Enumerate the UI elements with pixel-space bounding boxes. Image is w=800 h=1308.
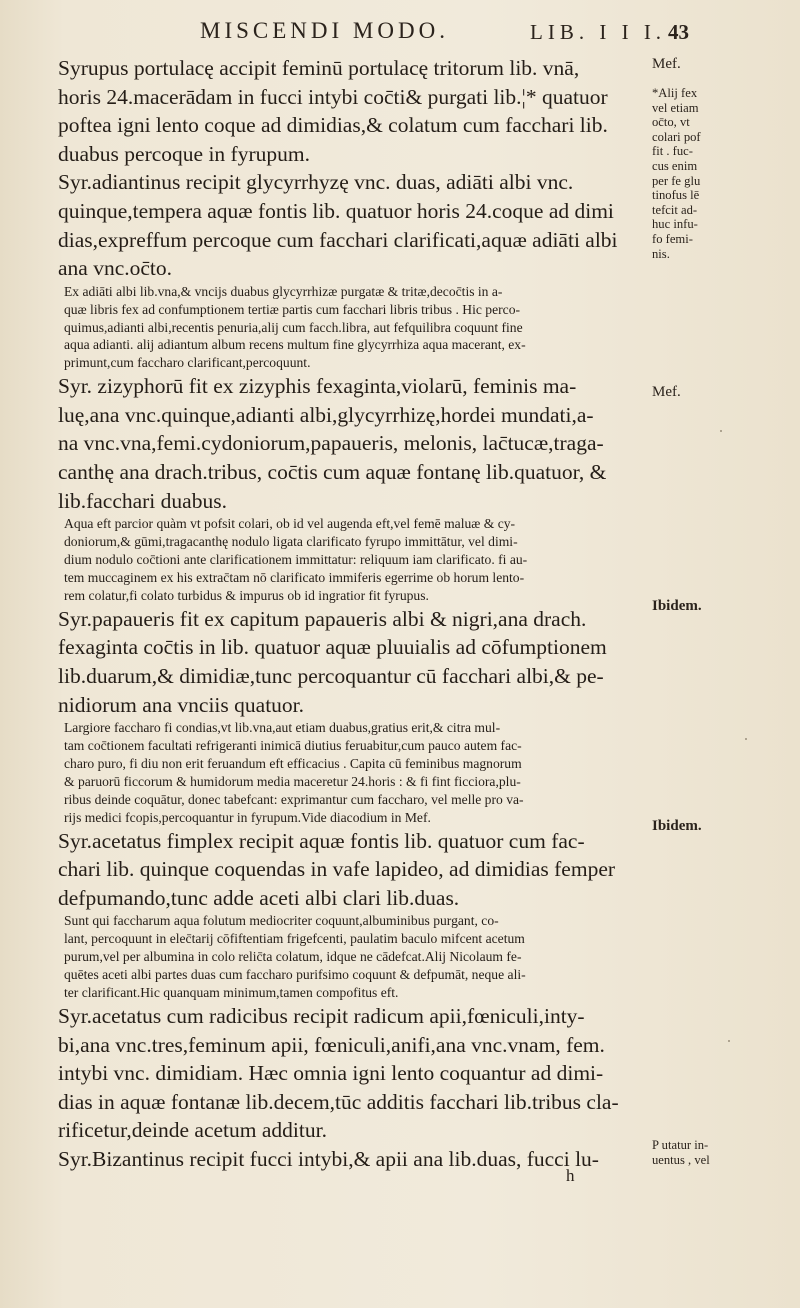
paper-speck bbox=[745, 738, 747, 740]
margin-reference: Ibidem. bbox=[652, 598, 702, 614]
running-title: MISCENDI MODO. bbox=[200, 18, 449, 43]
paper-speck bbox=[720, 430, 722, 432]
recipe-paragraph: Syr.acetatus fimplex recipit aquæ fontis lib. quatuor cum fac- chari lib. quinque coquendas in vafe lapideo, ad dimidias femper defpumando,tunc adde aceti albi clari lib.duas. bbox=[58, 828, 616, 910]
recipe-paragraph: Syr.Bizantinus recipit fucci intybi,& apii ana lib.duas, fucci lu- bbox=[58, 1146, 599, 1171]
margin-reference: Ibidem. bbox=[652, 818, 702, 834]
commentary-paragraph: Sunt qui faccharum aqua folutum mediocriter coquunt,albuminibus purgant, co- lant, percoquunt in elec̄tarij cōfiftentiam frigefcenti, paulatim baculo mifcent acetum purum,vel per albumina in colo relic̄ta colatum, idque ne cādefcat.Alij Nicolaum fe- quētes aceti albi partes duas cum faccharo purifsimo coquunt & defpumāt, neque ali- ter clarificant.Hic quanquam minimum,tamen compofitus eft. bbox=[64, 913, 526, 1000]
margin-reference: Mef. bbox=[652, 56, 681, 72]
margin-notes bbox=[652, 0, 756, 1308]
recipe-paragraph: Syr.papaueris fit ex capitum papaueris albi & nigri,ana drach. fexaginta coc̄tis in lib. quatuor aquæ pluuialis ad cōfumptionem lib.duarum,& dimidiæ,tunc percoquantur cū facchari albi,& pe- nidiorum ana vnciis quatuor. bbox=[58, 606, 607, 717]
margin-reference: Mef. bbox=[652, 384, 681, 400]
book-label: LIB. I I I. bbox=[530, 20, 667, 44]
recipe-paragraph: Syr.acetatus cum radicibus recipit radicum apii,fœniculi,inty- bi,ana vnc.tres,feminum apii, fœniculi,anifi,ana vnc.vnam, fem. intybi vnc. dimidiam. Hæc omnia igni lento coquantur ad dimi- dias in aquæ fontanæ lib.decem,tūc additis facchari lib.tribus cla- rificetur,deinde acetum additur. bbox=[58, 1003, 619, 1143]
margin-note: P utatur in- uentus , vel bbox=[652, 1138, 710, 1167]
commentary-paragraph: Ex adiāti albi lib.vna,& vncijs duabus glycyrrhizæ purgatæ & tritæ,decoc̄tis in a- quæ libris fex ad confumptionem tertiæ partis cum facchari libris tribus . Hic perco- quimus,adianti albi,recentis penuria,alij cum facch.libra, aut fefquilibra coquunt fine aqua adianti. alij adiantum album recens multum fine glycyrrhiza aqua macerant, ex- primunt,cum faccharo clarificant,percoquunt. bbox=[64, 283, 526, 371]
recipe-paragraph: Syr. zizyphorū fit ex zizyphis fexaginta,violarū, feminis ma- luę,ana vnc.quinque,adianti albi,glycyrrhizę,hordei mundati,a- na vnc.vna,femi.cydoniorum,papaueris, melonis, lac̄tucæ,traga- canthę ana drach.tribus, coc̄tis cum aquæ fontanę lib.quatuor, & lib.facchari duabus. bbox=[58, 374, 607, 513]
recipe-paragraph: Syrupus portulacę accipit feminū portulacę tritorum lib. vnā, horis 24.macerādam in fucci intybi coc̄ti& purgati lib.¦* quatuor poftea igni lento coque ad dimidias,& colatum cum facchari lib. duabus percoque in fyrupum. bbox=[58, 56, 608, 166]
margin-note: *Alij fex vel etiam oc̄to, vt colari pof fit . fuc- cus enim per fe glu tinofus lē tefcit ad- huc infu- fo femi- nis. bbox=[652, 86, 701, 261]
signature-mark: h bbox=[566, 1166, 575, 1185]
commentary-paragraph: Largiore faccharo fi condias,vt lib.vna,aut etiam duabus,gratius erit,& citra mul- tam coc̄tionem facultati refrigeranti inimicā diutius feruabitur,cum pauco autem fac- charo puro, fi diu non erit feruandum eft efficacius . Capita cū feminibus magnorum & paruorū ficcorum & humidorum media maceretur 24.horis : & fi fint ficciora,plu- ribus deinde coquātur, donec tabefcant: exprimantur cum faccharo, vel melle pro va- rijs medici fcopis,percoquantur in fyrupum.Vide diacodium in Mef. bbox=[64, 720, 524, 825]
recipe-paragraph: Syr.adiantinus recipit glycyrrhyzę vnc. duas, adiāti albi vnc. quinque,tempera aquæ fontis lib. quatuor horis 24.coque ad dimi dias,expreffum percoque cum facchari clarificati,aquæ adiāti albi ana vnc.oc̄to. bbox=[58, 170, 618, 281]
paper-speck bbox=[728, 1040, 730, 1042]
commentary-paragraph: Aqua eft parcior quàm vt pofsit colari, ob id vel augenda eft,vel femē maluæ & cy- doniorum,& gūmi,tragacanthę nodulo ligata clarificato fyrupo immittātur, vel dimi- dium nodulo coc̄tioni ante clarificationem immittatur: reliquum iam clarificato. fi au- tem muccaginem ex his extrac̄tam nō clarificato immiferis egerrime ob horum lento- rem colatur,fi colato turbidus & impurus ob id ingratior fit fyrupus. bbox=[64, 516, 528, 603]
page-number: 43 bbox=[668, 20, 689, 44]
main-text-column bbox=[58, 54, 650, 1173]
